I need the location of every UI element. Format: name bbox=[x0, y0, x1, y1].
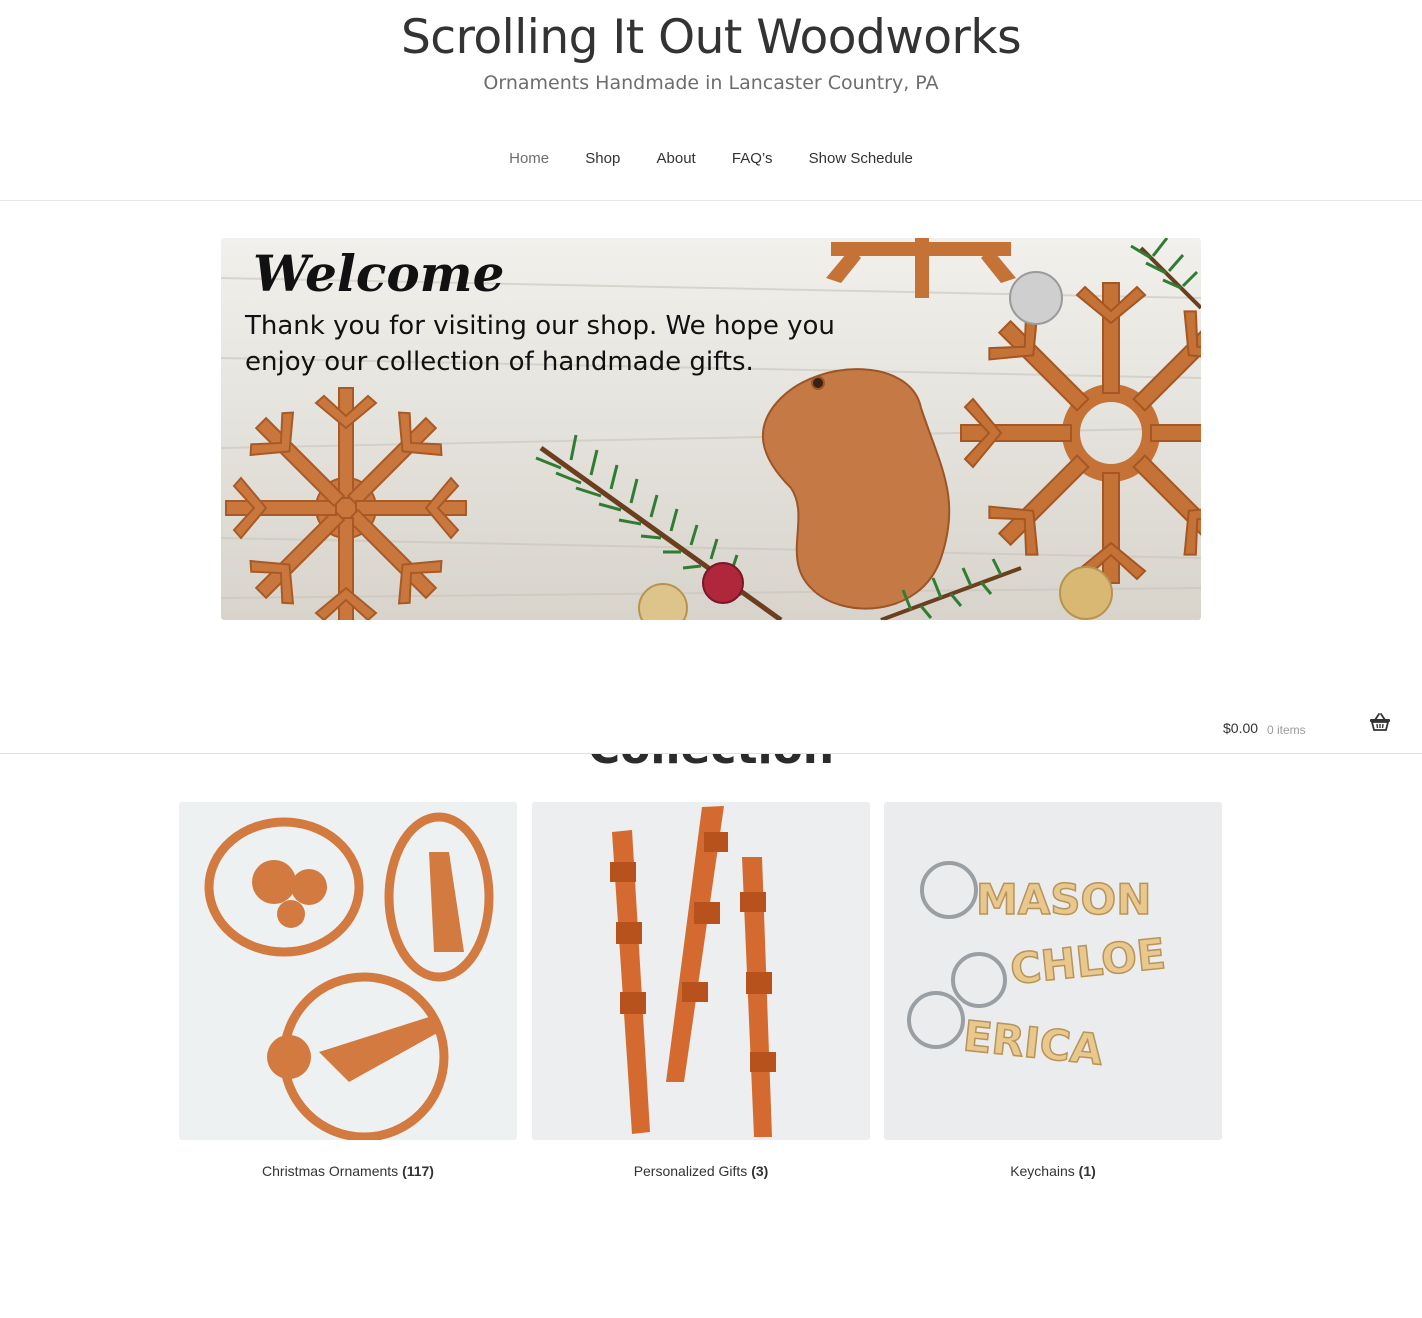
sticky-bar-divider bbox=[0, 753, 1422, 754]
category-name[interactable]: Keychains bbox=[1010, 1163, 1075, 1179]
basket-icon[interactable] bbox=[1369, 712, 1391, 732]
nav-item-home[interactable]: Home bbox=[509, 150, 550, 167]
gold-bauble bbox=[1060, 567, 1112, 619]
snowflake-ornament-right bbox=[961, 283, 1201, 583]
gold-bauble-small bbox=[639, 584, 687, 620]
category-count: (1) bbox=[1078, 1163, 1096, 1179]
welcome-banner bbox=[221, 238, 1201, 620]
category-count: (3) bbox=[751, 1163, 769, 1179]
cart-total[interactable]: $0.00 bbox=[1223, 720, 1259, 736]
category-name[interactable]: Personalized Gifts bbox=[633, 1163, 748, 1179]
category-image-keychains[interactable] bbox=[884, 802, 1222, 1140]
nav-item-about[interactable]: About bbox=[656, 150, 696, 167]
red-bauble bbox=[703, 563, 743, 603]
banner-message-line-1: Thank you for visiting our shop. We hope you bbox=[245, 311, 835, 341]
banner-message bbox=[245, 308, 885, 380]
nav-item-shop[interactable]: Shop bbox=[585, 150, 621, 167]
nav-item-show-schedule[interactable]: Show Schedule bbox=[808, 150, 913, 167]
sticky-cart-bar bbox=[0, 700, 1422, 753]
category-caption[interactable] bbox=[884, 1163, 1222, 1179]
category-image-personalized-gifts[interactable] bbox=[532, 802, 870, 1140]
cart-item-count[interactable]: 0 items bbox=[1267, 723, 1306, 737]
keychain-name-chloe: CHLOE bbox=[1007, 928, 1168, 994]
keychain-name-erica: ERICA bbox=[960, 1011, 1106, 1075]
category-card-christmas-ornaments[interactable] bbox=[179, 802, 517, 1179]
nav-item-faqs[interactable]: FAQ’s bbox=[731, 150, 773, 167]
category-card-keychains[interactable] bbox=[884, 802, 1222, 1179]
category-name[interactable]: Christmas Ornaments bbox=[262, 1163, 399, 1179]
category-caption[interactable] bbox=[179, 1163, 517, 1179]
site-title[interactable]: Scrolling It Out Woodworks bbox=[400, 10, 1022, 65]
keychain-name-mason: MASON bbox=[976, 875, 1152, 924]
category-caption[interactable] bbox=[532, 1163, 870, 1179]
banner-title: Welcome bbox=[253, 244, 505, 303]
header-divider bbox=[0, 200, 1422, 201]
snowflake-ornament-top bbox=[826, 238, 1016, 298]
banner-message-line-2: enjoy our collection of handmade gifts. bbox=[245, 347, 754, 377]
primary-navigation bbox=[0, 150, 1422, 167]
category-card-personalized-gifts[interactable] bbox=[532, 802, 870, 1179]
silver-bauble bbox=[1010, 272, 1062, 324]
site-tagline: Ornaments Handmade in Lancaster Country, PA bbox=[483, 72, 939, 94]
squirrel-ornament bbox=[763, 369, 949, 608]
category-image-christmas-ornaments[interactable] bbox=[179, 802, 517, 1140]
snowflake-ornament-left bbox=[226, 388, 466, 620]
category-count: (117) bbox=[402, 1163, 434, 1179]
